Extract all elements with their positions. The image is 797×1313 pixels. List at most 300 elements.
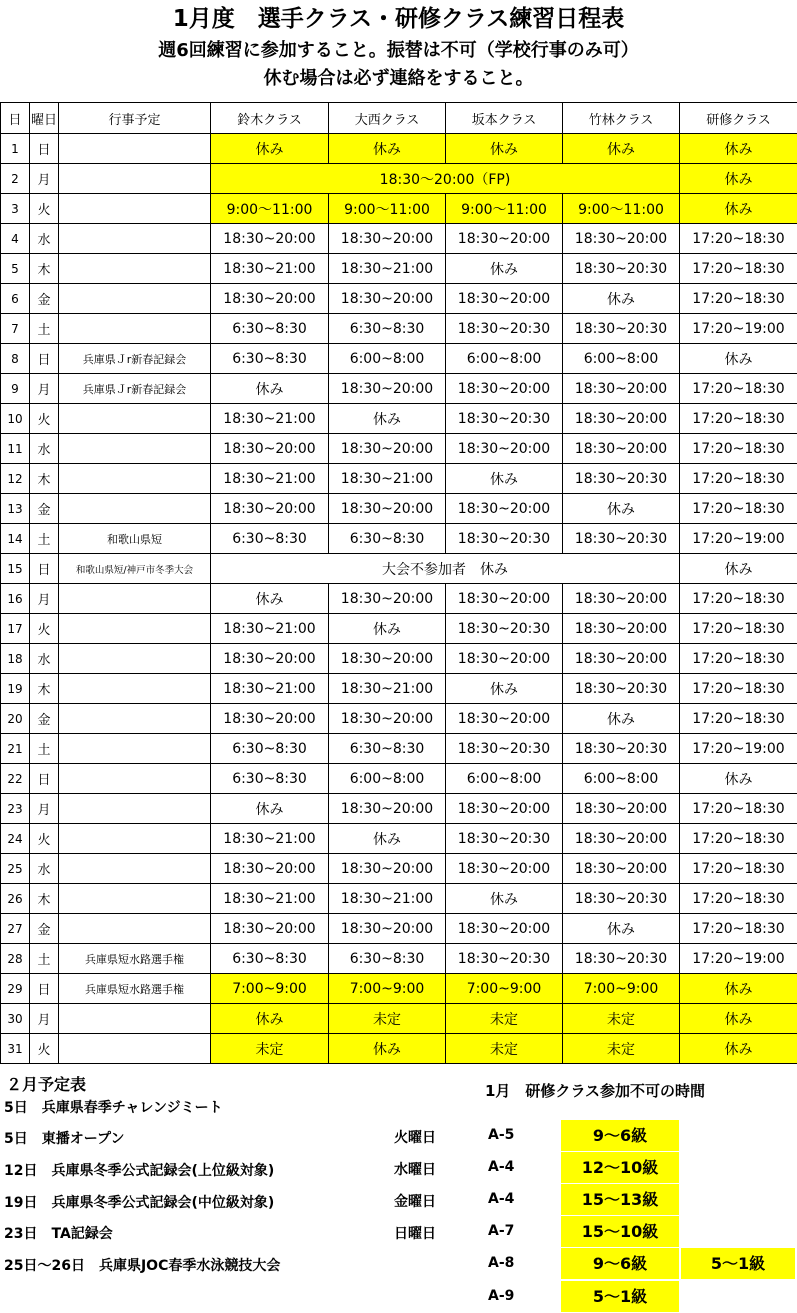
day-cell: 27 bbox=[1, 914, 30, 944]
table-row bbox=[1, 404, 797, 434]
unavailable-grade-range: 9～6級 bbox=[561, 1120, 679, 1151]
suzuki-cell: 18:30~20:00 bbox=[211, 224, 329, 254]
suzuki-cell: 18:30~21:00 bbox=[211, 884, 329, 914]
weekday-cell: 日 bbox=[30, 134, 59, 164]
takebayashi-cell: 18:30~20:30 bbox=[563, 314, 680, 344]
kenshu-cell: 17:20~18:30 bbox=[680, 854, 797, 884]
weekday-cell: 木 bbox=[30, 464, 59, 494]
suzuki-cell: 休み bbox=[211, 134, 329, 164]
weekday-cell: 金 bbox=[30, 284, 59, 314]
takebayashi-cell: 18:30~20:30 bbox=[563, 734, 680, 764]
takebayashi-cell: 休み bbox=[563, 704, 680, 734]
onishi-cell: 休み bbox=[329, 404, 446, 434]
kenshu-cell: 17:20~18:30 bbox=[680, 674, 797, 704]
event-cell bbox=[59, 704, 211, 734]
takebayashi-cell: 9:00～11:00 bbox=[563, 194, 680, 224]
kenshu-cell: 17:20~18:30 bbox=[680, 464, 797, 494]
suzuki-cell: 18:30~21:00 bbox=[211, 614, 329, 644]
event-cell bbox=[59, 854, 211, 884]
kenshu-cell: 17:20~18:30 bbox=[680, 494, 797, 524]
event-cell: 兵庫県Ｊr新春記録会 bbox=[59, 344, 211, 374]
takebayashi-cell: 18:30~20:00 bbox=[563, 374, 680, 404]
sakamoto-cell: 18:30~20:30 bbox=[446, 404, 563, 434]
day-cell: 15 bbox=[1, 554, 30, 584]
table-row bbox=[1, 554, 797, 584]
kenshu-cell: 17:20~18:30 bbox=[680, 914, 797, 944]
takebayashi-cell: 18:30~20:00 bbox=[563, 584, 680, 614]
day-cell: 31 bbox=[1, 1034, 30, 1064]
takebayashi-cell: 6:00~8:00 bbox=[563, 764, 680, 794]
sakamoto-cell: 休み bbox=[446, 134, 563, 164]
suzuki-cell: 18:30~20:00 bbox=[211, 644, 329, 674]
merged-schedule-cell: 大会不参加者 休み bbox=[211, 554, 680, 584]
day-cell: 11 bbox=[1, 434, 30, 464]
event-cell bbox=[59, 824, 211, 854]
weekday-cell: 木 bbox=[30, 254, 59, 284]
table-row bbox=[1, 464, 797, 494]
event-cell bbox=[59, 734, 211, 764]
february-event: 23日 TA記録会 bbox=[4, 1226, 113, 1242]
sakamoto-cell: 18:30~20:30 bbox=[446, 614, 563, 644]
takebayashi-cell: 18:30~20:00 bbox=[563, 794, 680, 824]
weekday-cell: 水 bbox=[30, 644, 59, 674]
kenshu-cell: 17:20~18:30 bbox=[680, 794, 797, 824]
suzuki-cell: 18:30~21:00 bbox=[211, 404, 329, 434]
kenshu-cell: 休み bbox=[680, 134, 797, 164]
suzuki-cell: 6:30~8:30 bbox=[211, 764, 329, 794]
takebayashi-cell: 18:30~20:30 bbox=[563, 944, 680, 974]
sakamoto-cell: 18:30~20:30 bbox=[446, 944, 563, 974]
suzuki-cell: 18:30~20:00 bbox=[211, 284, 329, 314]
onishi-cell: 18:30~20:00 bbox=[329, 704, 446, 734]
unavailable-grade-range: 15～13級 bbox=[561, 1184, 679, 1215]
day-cell: 30 bbox=[1, 1004, 30, 1034]
day-cell: 9 bbox=[1, 374, 30, 404]
event-cell bbox=[59, 764, 211, 794]
onishi-cell: 休み bbox=[329, 824, 446, 854]
weekday-cell: 火 bbox=[30, 1034, 59, 1064]
sakamoto-cell: 7:00~9:00 bbox=[446, 974, 563, 1004]
table-row bbox=[1, 494, 797, 524]
unavailable-weekday: 水曜日 bbox=[394, 1162, 436, 1178]
onishi-cell: 未定 bbox=[329, 1004, 446, 1034]
kenshu-cell: 17:20~19:00 bbox=[680, 524, 797, 554]
onishi-cell: 休み bbox=[329, 614, 446, 644]
suzuki-cell: 未定 bbox=[211, 1034, 329, 1064]
table-row bbox=[1, 524, 797, 554]
onishi-cell: 6:30~8:30 bbox=[329, 944, 446, 974]
rule-note-1: 週6回練習に参加すること。振替は不可（学校行事のみ可） bbox=[158, 40, 639, 61]
weekday-cell: 月 bbox=[30, 374, 59, 404]
table-row bbox=[1, 644, 797, 674]
table-row bbox=[1, 224, 797, 254]
suzuki-cell: 18:30~21:00 bbox=[211, 464, 329, 494]
table-row bbox=[1, 194, 797, 224]
kenshu-cell: 17:20~18:30 bbox=[680, 824, 797, 854]
sakamoto-cell: 18:30~20:00 bbox=[446, 374, 563, 404]
suzuki-cell: 18:30~21:00 bbox=[211, 254, 329, 284]
onishi-cell: 18:30~20:00 bbox=[329, 584, 446, 614]
weekday-cell: 火 bbox=[30, 614, 59, 644]
day-cell: 5 bbox=[1, 254, 30, 284]
takebayashi-cell: 18:30~20:00 bbox=[563, 614, 680, 644]
col-header-day: 日 bbox=[1, 103, 30, 134]
sakamoto-cell: 18:30~20:00 bbox=[446, 284, 563, 314]
takebayashi-cell: 18:30~20:00 bbox=[563, 224, 680, 254]
page-title: 1月度 選手クラス・研修クラス練習日程表 bbox=[172, 6, 625, 32]
day-cell: 1 bbox=[1, 134, 30, 164]
table-row bbox=[1, 1034, 797, 1064]
unavailable-level-code: A-9 bbox=[488, 1288, 515, 1304]
sakamoto-cell: 未定 bbox=[446, 1004, 563, 1034]
event-cell bbox=[59, 134, 211, 164]
table-row bbox=[1, 824, 797, 854]
weekday-cell: 木 bbox=[30, 674, 59, 704]
takebayashi-cell: 18:30~20:30 bbox=[563, 254, 680, 284]
takebayashi-cell: 18:30~20:00 bbox=[563, 824, 680, 854]
weekday-cell: 水 bbox=[30, 854, 59, 884]
col-header-suzuki: 鈴木クラス bbox=[211, 103, 329, 134]
kenshu-cell: 17:20~19:00 bbox=[680, 734, 797, 764]
event-cell bbox=[59, 794, 211, 824]
suzuki-cell: 18:30~20:00 bbox=[211, 854, 329, 884]
onishi-cell: 18:30~20:00 bbox=[329, 494, 446, 524]
day-cell: 24 bbox=[1, 824, 30, 854]
weekday-cell: 土 bbox=[30, 944, 59, 974]
weekday-cell: 木 bbox=[30, 884, 59, 914]
kenshu-cell: 17:20~18:30 bbox=[680, 584, 797, 614]
kenshu-cell: 17:20~18:30 bbox=[680, 644, 797, 674]
table-row bbox=[1, 164, 797, 194]
day-cell: 8 bbox=[1, 344, 30, 374]
kenshu-cell: 17:20~18:30 bbox=[680, 374, 797, 404]
sakamoto-cell: 9:00～11:00 bbox=[446, 194, 563, 224]
onishi-cell: 18:30~20:00 bbox=[329, 794, 446, 824]
table-row bbox=[1, 884, 797, 914]
onishi-cell: 18:30~21:00 bbox=[329, 254, 446, 284]
day-cell: 12 bbox=[1, 464, 30, 494]
suzuki-cell: 休み bbox=[211, 1004, 329, 1034]
table-row bbox=[1, 704, 797, 734]
table-row bbox=[1, 614, 797, 644]
suzuki-cell: 18:30~20:00 bbox=[211, 914, 329, 944]
suzuki-cell: 6:30~8:30 bbox=[211, 344, 329, 374]
table-row bbox=[1, 584, 797, 614]
onishi-cell: 7:00~9:00 bbox=[329, 974, 446, 1004]
suzuki-cell: 18:30~20:00 bbox=[211, 494, 329, 524]
col-header-takebayashi: 竹林クラス bbox=[563, 103, 680, 134]
weekday-cell: 金 bbox=[30, 914, 59, 944]
unavailable-level-code: A-7 bbox=[488, 1223, 515, 1239]
event-cell bbox=[59, 314, 211, 344]
kenshu-cell: 休み bbox=[680, 1004, 797, 1034]
day-cell: 4 bbox=[1, 224, 30, 254]
suzuki-cell: 休み bbox=[211, 794, 329, 824]
weekday-cell: 日 bbox=[30, 974, 59, 1004]
february-event: 19日 兵庫県冬季公式記録会(中位級対象) bbox=[4, 1195, 275, 1211]
suzuki-cell: 休み bbox=[211, 374, 329, 404]
weekday-cell: 月 bbox=[30, 1004, 59, 1034]
onishi-cell: 6:00~8:00 bbox=[329, 344, 446, 374]
sakamoto-cell: 休み bbox=[446, 254, 563, 284]
day-cell: 17 bbox=[1, 614, 30, 644]
day-cell: 22 bbox=[1, 764, 30, 794]
table-header-row bbox=[1, 103, 797, 134]
event-cell: 和歌山県短/神戸市冬季大会 bbox=[59, 554, 211, 584]
february-event: 5日 兵庫県春季チャレンジミート bbox=[4, 1100, 223, 1116]
sakamoto-cell: 18:30~20:00 bbox=[446, 704, 563, 734]
day-cell: 2 bbox=[1, 164, 30, 194]
takebayashi-cell: 18:30~20:00 bbox=[563, 434, 680, 464]
day-cell: 10 bbox=[1, 404, 30, 434]
suzuki-cell: 9:00～11:00 bbox=[211, 194, 329, 224]
table-row bbox=[1, 284, 797, 314]
kenshu-cell: 休み bbox=[680, 194, 797, 224]
kenshu-cell: 休み bbox=[680, 974, 797, 1004]
table-row bbox=[1, 794, 797, 824]
unavailable-weekday: 火曜日 bbox=[394, 1130, 436, 1146]
event-cell bbox=[59, 584, 211, 614]
february-event: 5日 東播オープン bbox=[4, 1131, 125, 1147]
weekday-cell: 火 bbox=[30, 404, 59, 434]
onishi-cell: 6:30~8:30 bbox=[329, 314, 446, 344]
kenshu-cell: 休み bbox=[680, 1034, 797, 1064]
onishi-cell: 18:30~20:00 bbox=[329, 374, 446, 404]
day-cell: 28 bbox=[1, 944, 30, 974]
unavailable-level-code: A-4 bbox=[488, 1191, 515, 1207]
onishi-cell: 18:30~21:00 bbox=[329, 464, 446, 494]
sakamoto-cell: 18:30~20:00 bbox=[446, 434, 563, 464]
table-row bbox=[1, 974, 797, 1004]
day-cell: 21 bbox=[1, 734, 30, 764]
weekday-cell: 金 bbox=[30, 704, 59, 734]
event-cell bbox=[59, 494, 211, 524]
weekday-cell: 日 bbox=[30, 344, 59, 374]
weekday-cell: 日 bbox=[30, 554, 59, 584]
table-row bbox=[1, 914, 797, 944]
onishi-cell: 18:30~20:00 bbox=[329, 914, 446, 944]
sakamoto-cell: 18:30~20:30 bbox=[446, 824, 563, 854]
takebayashi-cell: 休み bbox=[563, 494, 680, 524]
col-header-onishi: 大西クラス bbox=[329, 103, 446, 134]
weekday-cell: 土 bbox=[30, 524, 59, 554]
takebayashi-cell: 18:30~20:30 bbox=[563, 884, 680, 914]
onishi-cell: 18:30~20:00 bbox=[329, 644, 446, 674]
event-cell bbox=[59, 614, 211, 644]
table-row bbox=[1, 1004, 797, 1034]
takebayashi-cell: 休み bbox=[563, 284, 680, 314]
takebayashi-cell: 未定 bbox=[563, 1034, 680, 1064]
merged-schedule-cell: 18:30～20:00（FP) bbox=[211, 164, 680, 194]
suzuki-cell: 6:30~8:30 bbox=[211, 734, 329, 764]
sakamoto-cell: 6:00~8:00 bbox=[446, 764, 563, 794]
day-cell: 18 bbox=[1, 644, 30, 674]
sakamoto-cell: 18:30~20:00 bbox=[446, 914, 563, 944]
day-cell: 26 bbox=[1, 884, 30, 914]
suzuki-cell: 6:30~8:30 bbox=[211, 524, 329, 554]
sakamoto-cell: 未定 bbox=[446, 1034, 563, 1064]
sakamoto-cell: 6:00~8:00 bbox=[446, 344, 563, 374]
event-cell: 和歌山県短 bbox=[59, 524, 211, 554]
sakamoto-cell: 18:30~20:00 bbox=[446, 584, 563, 614]
onishi-cell: 6:30~8:30 bbox=[329, 524, 446, 554]
event-cell: 兵庫県Ｊr新春記録会 bbox=[59, 374, 211, 404]
suzuki-cell: 18:30~21:00 bbox=[211, 824, 329, 854]
event-cell bbox=[59, 224, 211, 254]
event-cell bbox=[59, 914, 211, 944]
takebayashi-cell: 休み bbox=[563, 134, 680, 164]
col-header-event: 行事予定 bbox=[59, 103, 211, 134]
suzuki-cell: 休み bbox=[211, 584, 329, 614]
kenshu-cell: 17:20~18:30 bbox=[680, 224, 797, 254]
event-cell bbox=[59, 284, 211, 314]
onishi-cell: 18:30~20:00 bbox=[329, 854, 446, 884]
sakamoto-cell: 休み bbox=[446, 464, 563, 494]
weekday-cell: 水 bbox=[30, 434, 59, 464]
table-row bbox=[1, 134, 797, 164]
col-header-dow: 曜日 bbox=[30, 103, 59, 134]
table-row bbox=[1, 314, 797, 344]
table-row bbox=[1, 434, 797, 464]
weekday-cell: 金 bbox=[30, 494, 59, 524]
takebayashi-cell: 6:00~8:00 bbox=[563, 344, 680, 374]
takebayashi-cell: 休み bbox=[563, 914, 680, 944]
kenshu-cell: 休み bbox=[680, 764, 797, 794]
col-header-kenshu: 研修クラス bbox=[680, 103, 797, 134]
onishi-cell: 9:00～11:00 bbox=[329, 194, 446, 224]
unavailable-level-code: A-4 bbox=[488, 1159, 515, 1175]
february-event: 12日 兵庫県冬季公式記録会(上位級対象) bbox=[4, 1163, 275, 1179]
kenshu-cell: 17:20~18:30 bbox=[680, 254, 797, 284]
onishi-cell: 18:30~21:00 bbox=[329, 674, 446, 704]
kenshu-cell: 17:20~18:30 bbox=[680, 614, 797, 644]
weekday-cell: 水 bbox=[30, 224, 59, 254]
event-cell bbox=[59, 1034, 211, 1064]
takebayashi-cell: 18:30~20:00 bbox=[563, 644, 680, 674]
event-cell bbox=[59, 194, 211, 224]
table-row bbox=[1, 674, 797, 704]
unavailable-weekday: 日曜日 bbox=[394, 1226, 436, 1242]
suzuki-cell: 18:30~20:00 bbox=[211, 704, 329, 734]
event-cell bbox=[59, 644, 211, 674]
takebayashi-cell: 18:30~20:00 bbox=[563, 404, 680, 434]
takebayashi-cell: 7:00~9:00 bbox=[563, 974, 680, 1004]
february-event: 25日～26日 兵庫県JOC春季水泳競技大会 bbox=[4, 1258, 281, 1274]
table-row bbox=[1, 854, 797, 884]
day-cell: 3 bbox=[1, 194, 30, 224]
table-row bbox=[1, 734, 797, 764]
event-cell bbox=[59, 254, 211, 284]
kenshu-cell: 17:20~18:30 bbox=[680, 884, 797, 914]
onishi-cell: 18:30~21:00 bbox=[329, 884, 446, 914]
suzuki-cell: 18:30~21:00 bbox=[211, 674, 329, 704]
table-row bbox=[1, 254, 797, 284]
sakamoto-cell: 休み bbox=[446, 674, 563, 704]
onishi-cell: 18:30~20:00 bbox=[329, 434, 446, 464]
day-cell: 13 bbox=[1, 494, 30, 524]
onishi-cell: 6:00~8:00 bbox=[329, 764, 446, 794]
sakamoto-cell: 18:30~20:00 bbox=[446, 644, 563, 674]
day-cell: 20 bbox=[1, 704, 30, 734]
suzuki-cell: 6:30~8:30 bbox=[211, 314, 329, 344]
takebayashi-cell: 18:30~20:00 bbox=[563, 854, 680, 884]
kenshu-cell: 17:20~18:30 bbox=[680, 284, 797, 314]
takebayashi-cell: 18:30~20:30 bbox=[563, 674, 680, 704]
event-cell: 兵庫県短水路選手権 bbox=[59, 974, 211, 1004]
col-header-sakamoto: 坂本クラス bbox=[446, 103, 563, 134]
sakamoto-cell: 18:30~20:00 bbox=[446, 494, 563, 524]
event-cell bbox=[59, 884, 211, 914]
takebayashi-cell: 未定 bbox=[563, 1004, 680, 1034]
unavailable-grade-range: 15～10級 bbox=[561, 1216, 679, 1247]
onishi-cell: 休み bbox=[329, 1034, 446, 1064]
day-cell: 7 bbox=[1, 314, 30, 344]
table-row bbox=[1, 944, 797, 974]
suzuki-cell: 6:30~8:30 bbox=[211, 944, 329, 974]
table-row bbox=[1, 374, 797, 404]
sakamoto-cell: 18:30~20:30 bbox=[446, 524, 563, 554]
kenshu-cell: 17:20~18:30 bbox=[680, 434, 797, 464]
event-cell bbox=[59, 434, 211, 464]
unavailable-level-code: A-5 bbox=[488, 1127, 515, 1143]
unavailable-weekday: 金曜日 bbox=[394, 1194, 436, 1210]
sakamoto-cell: 18:30~20:30 bbox=[446, 314, 563, 344]
day-cell: 16 bbox=[1, 584, 30, 614]
suzuki-cell: 7:00~9:00 bbox=[211, 974, 329, 1004]
event-cell bbox=[59, 404, 211, 434]
event-cell bbox=[59, 464, 211, 494]
event-cell: 兵庫県短水路選手権 bbox=[59, 944, 211, 974]
kenshu-cell: 休み bbox=[680, 344, 797, 374]
unavailable-level-code: A-8 bbox=[488, 1255, 515, 1271]
unavailable-grade-range-extra: 5～1級 bbox=[681, 1248, 795, 1279]
day-cell: 6 bbox=[1, 284, 30, 314]
suzuki-cell: 18:30~20:00 bbox=[211, 434, 329, 464]
onishi-cell: 18:30~20:00 bbox=[329, 284, 446, 314]
event-cell bbox=[59, 164, 211, 194]
weekday-cell: 火 bbox=[30, 824, 59, 854]
event-cell bbox=[59, 1004, 211, 1034]
onishi-cell: 6:30~8:30 bbox=[329, 734, 446, 764]
sakamoto-cell: 18:30~20:00 bbox=[446, 794, 563, 824]
rule-note-2: 休む場合は必ず連絡をすること。 bbox=[263, 68, 534, 89]
kenshu-cell: 17:20~18:30 bbox=[680, 704, 797, 734]
weekday-cell: 火 bbox=[30, 194, 59, 224]
kenshu-cell: 17:20~19:00 bbox=[680, 944, 797, 974]
kenshu-cell: 休み bbox=[680, 164, 797, 194]
day-cell: 25 bbox=[1, 854, 30, 884]
takebayashi-cell: 18:30~20:30 bbox=[563, 524, 680, 554]
unavailable-grade-range: 5～1級 bbox=[561, 1281, 679, 1312]
day-cell: 19 bbox=[1, 674, 30, 704]
weekday-cell: 月 bbox=[30, 584, 59, 614]
day-cell: 14 bbox=[1, 524, 30, 554]
takebayashi-cell: 18:30~20:30 bbox=[563, 464, 680, 494]
day-cell: 29 bbox=[1, 974, 30, 1004]
sakamoto-cell: 18:30~20:00 bbox=[446, 854, 563, 884]
kenshu-cell: 休み bbox=[680, 554, 797, 584]
table-row bbox=[1, 344, 797, 374]
unavailable-grade-range: 9～6級 bbox=[561, 1248, 679, 1279]
sakamoto-cell: 休み bbox=[446, 884, 563, 914]
kenshu-cell: 17:20~18:30 bbox=[680, 404, 797, 434]
unavailable-grade-range: 12～10級 bbox=[561, 1152, 679, 1183]
schedule-table bbox=[0, 102, 797, 1064]
weekday-cell: 月 bbox=[30, 164, 59, 194]
weekday-cell: 土 bbox=[30, 314, 59, 344]
table-row bbox=[1, 764, 797, 794]
event-cell bbox=[59, 674, 211, 704]
